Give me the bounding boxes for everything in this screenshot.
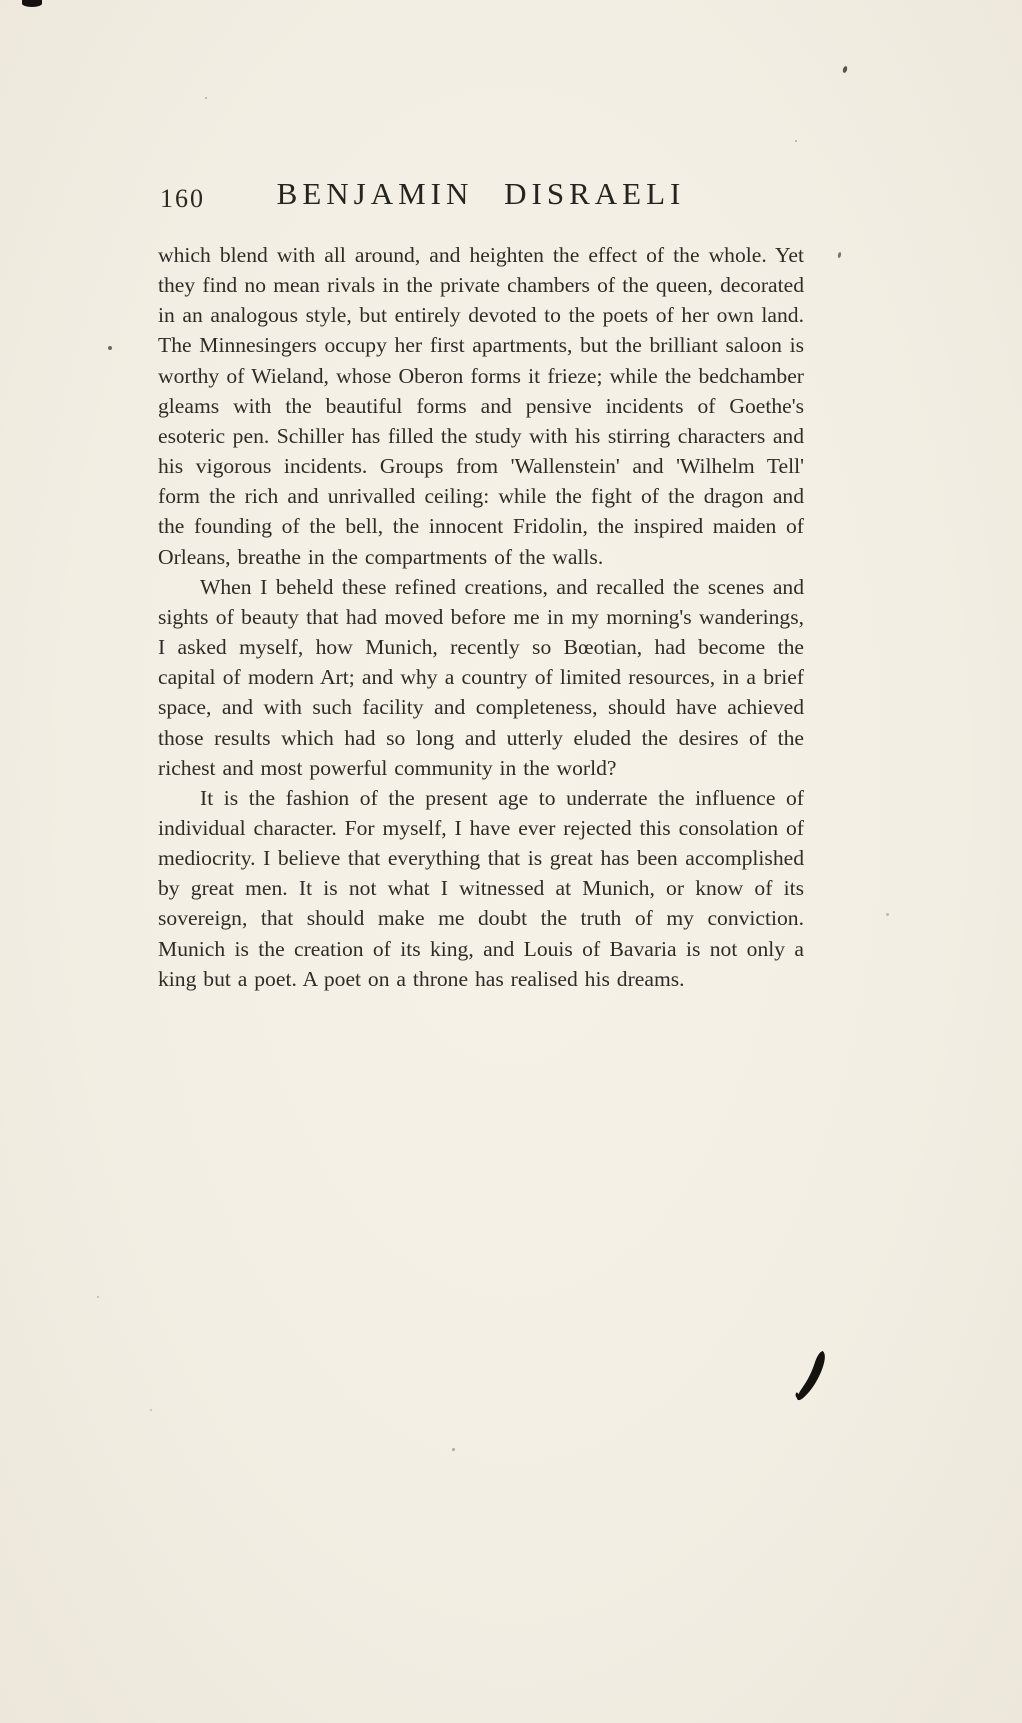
- page-content: [158, 176, 804, 994]
- page-body: [158, 240, 804, 994]
- running-header: [158, 176, 804, 220]
- scan-speck: [886, 913, 889, 916]
- scan-speck: [150, 1409, 152, 1411]
- running-header-title: BENJAMIN DISRAELI: [276, 176, 686, 211]
- scan-speck: [22, 0, 42, 7]
- scan-speck: [97, 1296, 99, 1298]
- scan-speck: [452, 1448, 455, 1451]
- scan-speck: [842, 66, 848, 74]
- scan-speck: [108, 346, 112, 350]
- paragraph: It is the fashion of the present age to underrate the influence of individual character. For myself, I have ever rejected this consolation of mediocrity. I believe that everything that is great has been accomplished by great men. It is not what I witnessed at Munich, or know of its sovereign, that should make me doubt the truth of my conviction. Munich is the creation of its king, and Louis of Bavaria is not only a king but a poet. A poet on a throne has realised his dreams.: [158, 785, 804, 991]
- scan-speck: [837, 252, 841, 259]
- ink-flourish-mark: [787, 1347, 829, 1404]
- scan-speck: [205, 97, 207, 99]
- scan-speck: [795, 140, 797, 142]
- page-number: 160: [160, 184, 205, 213]
- paragraph: When I beheld these refined creations, and recalled the scenes and sights of beauty that had moved before me in my morning's wanderings, I asked myself, how Munich, recently so Bœotian, had become the capital of modern Art; and why a country of limited resources, in a brief space, and with such facility and completeness, should have achieved those results which had so long and utterly eluded the desires of the richest and most powerful community in the world?: [158, 574, 804, 780]
- paragraph: which blend with all around, and heighten the effect of the whole. Yet they find no mean rivals in the private chambers of the queen, decorated in an analogous style, but entirely devoted to the poets of her own land. The Minnesingers occupy her first apartments, but the brilliant saloon is worthy of Wieland, whose Oberon forms it frieze; while the bedchamber gleams with the beautiful forms and pensive incidents of Goethe's esoteric pen. Schiller has filled the study with his stirring characters and his vigorous incidents. Groups from 'Wallenstein' and 'Wilhelm Tell' form the rich and unrivalled ceiling: while the fight of the dragon and the founding of the bell, the innocent Fridolin, the inspired maiden of Orleans, breathe in the compartments of the walls.: [158, 243, 804, 569]
